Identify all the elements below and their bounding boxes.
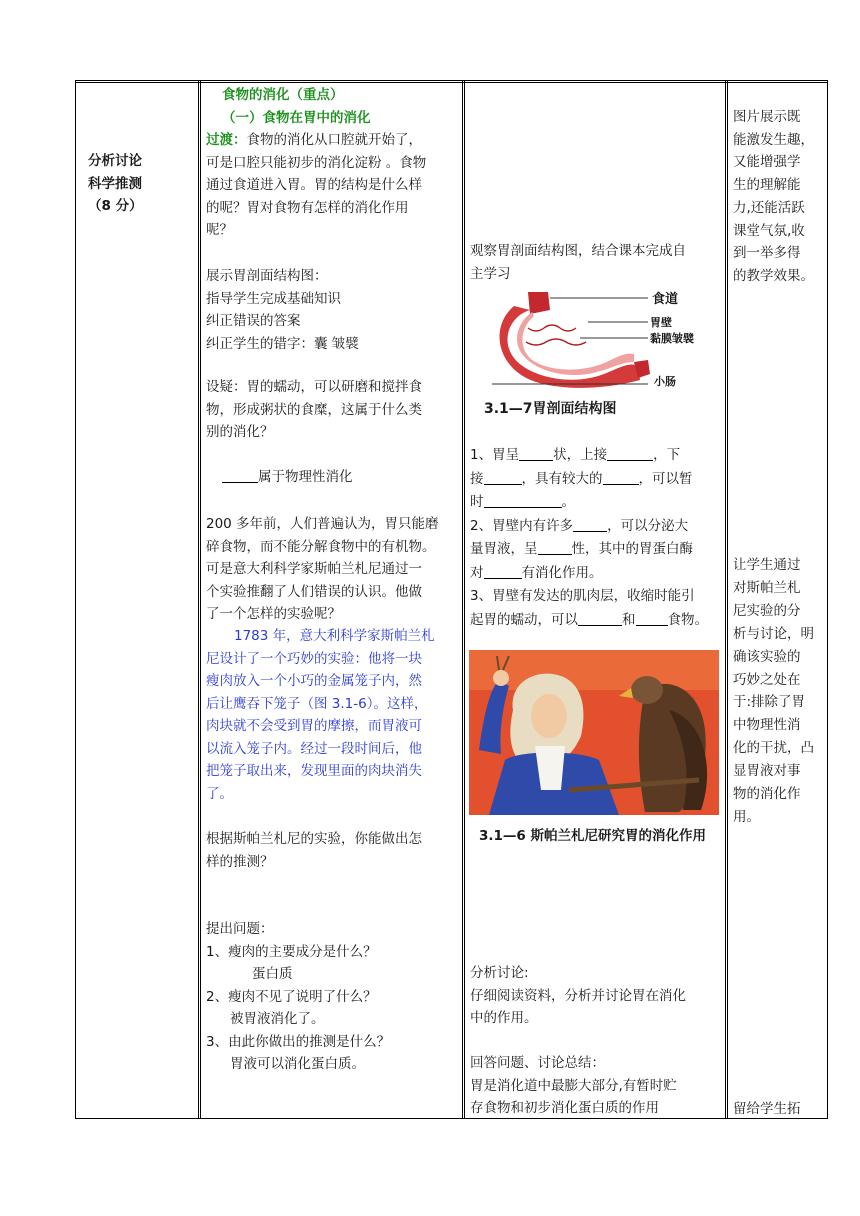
stage-label-line: （8 分） [88,198,143,214]
column-divider-3b [727,80,728,1119]
intent-text: 对斯帕兰札 [733,579,801,596]
label-stomach-wall: 胃壁 [650,316,672,329]
stomach-diagram [470,288,720,390]
table-left-border [75,80,76,1119]
teacher-step: 纠正学生的错字：囊 皱襞 [206,335,359,352]
experiment-text: 以流入笼子内。经过一段时间后，他 [206,740,422,757]
fill-blank [603,470,639,485]
column-divider-1b [200,80,201,1119]
fill2-c: 量胃液，呈 [470,541,538,557]
answer-text: 胃是消化道中最膨大部分,有暂时贮 [470,1077,677,1094]
intent-text: 到一举多得 [733,245,801,262]
teacher-steps [206,265,460,355]
intent-text: 课堂气氛,收 [733,222,805,239]
experiment-text: 肉块就不会受到胃的摩擦，而胃液可 [206,718,422,734]
fill3-d: 食物。 [667,611,708,628]
scientist-face [531,694,567,738]
label-mucosa: 黏膜皱襞 [650,332,694,345]
scientist-hand [493,670,509,686]
fill-blank-block [470,444,724,632]
fill-blank [578,611,622,626]
intent-text: 图片展示既 [733,109,801,125]
intent-text: 用。 [733,808,760,825]
history-text: 碎食物，而不能分解食物中的有机物。 [206,538,436,555]
intent-text: 巧妙之处在 [733,671,801,688]
teacher-step: 展示胃剖面结构图： [206,268,328,284]
fill-blank [573,517,607,532]
qa-question: 1、瘦肉的主要成分是什么？ [206,943,377,960]
table-right-border [827,80,828,1119]
physical-digestion-answer [222,466,452,489]
spallanzani-illustration [469,650,719,815]
qa-question: 2、瘦肉不见了说明了什么？ [206,988,377,1005]
history-text: 可是意大利科学家斯帕兰札尼通过一 [206,561,422,577]
fill-blank [636,611,668,626]
question-block [206,376,460,444]
experiment-text: 了。 [206,785,233,802]
experiment-text: 尼设计了一个巧妙的实验：他将一块 [206,650,422,667]
fill-blank [519,446,553,461]
question-text: 物，形成粥状的食糜，这属于什么类 [206,401,422,418]
stage-label-line: 分析讨论 [88,153,142,169]
fill1-f: ，可以暂 [638,470,693,487]
experiment-text: 后让鹰吞下笼子（图 3.1-6）。这样， [206,695,428,712]
table-top-border-inner [75,82,828,83]
fill1-e: ，具有较大的 [521,470,603,487]
eagle-head [631,676,663,704]
subsection-heading: （一）食物在胃中的消化 [222,109,371,126]
infer-text: 根据斯帕兰札尼的实验，你能做出怎 [206,831,422,847]
table-top-border [75,80,828,81]
column-divider-1 [198,80,199,1119]
answer-blank [222,468,258,483]
intent-text: 析与讨论，明 [733,625,814,642]
transition-label: 过渡： [206,132,247,148]
intent-text: 尼实验的分 [733,602,801,619]
fill1-g: 时 [470,494,484,510]
intent-text: 显胃液对事 [733,763,801,780]
ask-title: 提出问题： [206,921,274,937]
mucosa-folds [526,325,586,345]
fill1-h: 。 [561,494,575,510]
fill2-e: 对 [470,564,484,581]
discuss-text: 仔细阅读资料，分析并讨论胃在消化 [470,987,686,1004]
transition-text: 的呢？胃对食物有怎样的消化作用 [206,199,409,216]
column-divider-3 [725,80,726,1119]
discuss-block [470,962,724,1030]
observe-text: 主学习 [470,265,511,282]
observe-block [470,240,724,285]
stomach-caption: 3.1—7胃剖面结构图 [484,401,617,417]
discuss-text: 中的作用。 [470,1010,538,1026]
design-intent-c [733,1098,825,1121]
intent-text: 化的干扰，凸 [733,740,814,757]
intent-text: 力,还能活跃 [733,199,805,216]
qa-answer: 被胃液消化了。 [230,1011,325,1027]
experiment-text: 瘦肉放入一个小巧的金属笼子内，然 [206,673,422,689]
fill1-c: ，下 [653,447,681,463]
fill3-c: 和 [622,611,636,628]
history-text: 200 多年前，人们普遍认为，胃只能磨 [206,516,439,532]
column-divider-2 [462,80,463,1119]
eagle-caption: 3.1—6 斯帕兰札尼研究胃的消化作用 [479,828,707,844]
answer-title: 回答问题、讨论总结： [470,1055,605,1071]
intent-text: 确该实验的 [733,648,801,665]
column-divider-2b [464,80,465,1119]
experiment-text: 把笼子取出来，发现里面的肉块消失 [206,763,422,779]
qa-answer: 蛋白质 [252,966,293,982]
transition-text: 可是口腔只能初步的消化淀粉 。食物 [206,154,427,171]
experiment-text: 1783 年，意大利科学家斯帕兰札 [234,628,435,644]
teacher-activity [206,84,460,242]
intent-text: 让学生通过 [733,557,801,573]
intent-text: 物的消化作 [733,786,801,803]
fill2-a: 2、胃壁内有许多 [470,517,574,534]
intent-text: 中物理性消 [733,717,801,734]
fill1-b: 状，上接 [553,447,608,463]
intent-text: 能激发生趣， [733,131,814,148]
physical-digestion-text: 属于物理性消化 [258,469,353,485]
experiment-block [206,625,460,805]
transition-text: 呢？ [206,222,233,238]
answer-block [470,1052,724,1120]
stage-label [88,150,196,218]
qa-answer: 胃液可以消化蛋白质。 [230,1056,365,1072]
fill-blank [484,470,522,485]
question-text: 设疑：胃的蠕动，可以研磨和搅拌食 [206,379,422,395]
fill1-a: 1、胃呈 [470,447,520,463]
history-text: 个实验推翻了人们错误的认识。他做 [206,583,422,600]
fill-blank [538,540,572,555]
fill3-a: 3、胃壁有发达的肌肉层，收缩时能引 [470,588,695,604]
label-intestine: 小肠 [654,375,676,388]
fill-blank [484,564,522,579]
infer-block [206,828,460,873]
fill1-d: 接 [470,470,484,487]
design-intent-a [733,106,825,288]
discuss-title: 分析讨论: [470,965,529,981]
intent-text: 又能增强学 [733,154,801,171]
question-text: 别的消化？ [206,424,274,440]
intent-text: 留给学生拓 [733,1101,801,1117]
fill2-f: 有消化作用。 [521,564,603,581]
stomach-interior [517,312,634,375]
teacher-step: 纠正错误的答案 [206,313,301,329]
intent-text: 生的理解能 [733,177,801,194]
esophagus-shape [528,292,550,314]
fill-blank [484,493,562,508]
teacher-step: 指导学生完成基础知识 [206,290,341,307]
history-text: 了一个怎样的实验呢？ [206,606,341,622]
qa-question: 3、由此你做出的推测是什么？ [206,1033,391,1050]
stage-label-line: 科学推测 [88,175,142,192]
fill2-b: ，可以分泌大 [607,517,689,534]
answer-text: 存食物和初步消化蛋白质的作用 [470,1100,659,1116]
fill3-b: 起胃的蠕动，可以 [470,611,578,628]
intent-text: 的教学效果。 [733,267,814,284]
fill-blank [607,446,653,461]
history-block [206,513,460,626]
transition-text: 食物的消化从口腔就开始了， [246,132,422,148]
fill2-d: 性，其中的胃蛋白酶 [571,541,693,557]
transition-text: 通过食道进入胃。胃的结构是什么样 [206,177,422,193]
infer-text: 样的推测？ [206,853,274,870]
observe-text: 观察胃剖面结构图，结合课本完成自 [470,243,686,259]
qa-block [206,918,460,1076]
intent-text: 于:排除了胃 [733,694,806,711]
label-esophagus: 食道 [652,292,679,307]
design-intent-b [733,554,825,829]
section-heading: 食物的消化（重点） [222,87,344,103]
